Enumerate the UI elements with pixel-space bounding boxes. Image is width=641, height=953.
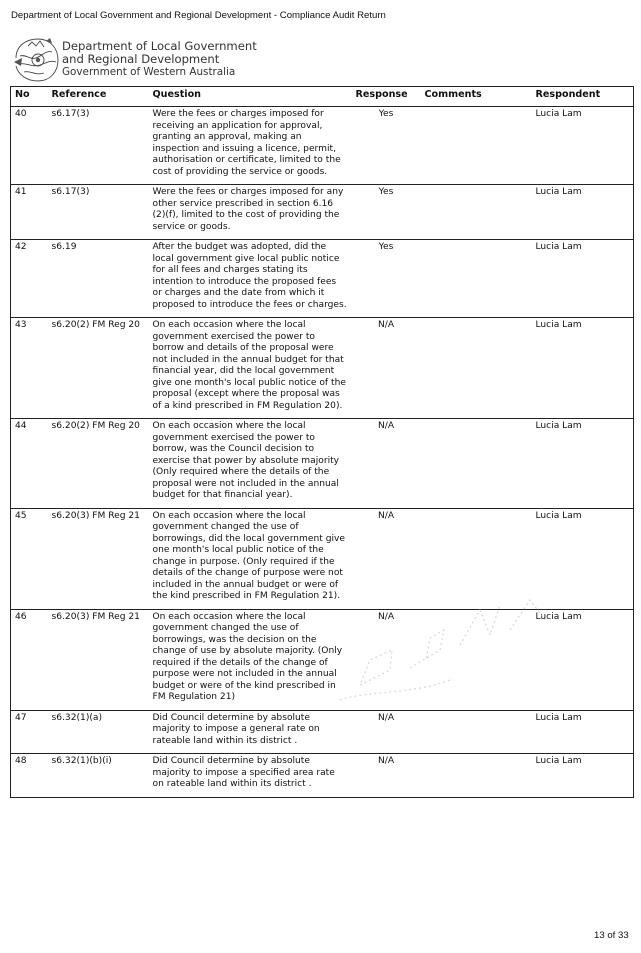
- row-question: Were the fees or charges imposed for any other service prescribed in section 6.16 (2)(f), limited to the cost of providing the service or goods.: [149, 185, 352, 240]
- row-reference: s6.32(1)(b)(i): [48, 754, 149, 798]
- row-number: 45: [11, 508, 48, 609]
- column-header-reference: Reference: [48, 87, 149, 107]
- column-header-no: No: [11, 87, 48, 107]
- row-respondent: Lucia Lam: [532, 240, 634, 318]
- row-response: Yes: [352, 240, 421, 318]
- row-reference: s6.20(3) FM Reg 21: [48, 508, 149, 609]
- row-reference: s6.19: [48, 240, 149, 318]
- row-number: 41: [11, 185, 48, 240]
- row-question: Did Council determine by absolute majority to impose a general rate on rateable land within its district .: [149, 710, 352, 754]
- row-comments: [421, 240, 532, 318]
- table-row: [11, 710, 634, 754]
- table-row: [11, 609, 634, 710]
- row-reference: s6.17(3): [48, 185, 149, 240]
- row-comments: [421, 318, 532, 419]
- column-header-comments: Comments: [421, 87, 532, 107]
- row-reference: s6.17(3): [48, 107, 149, 185]
- row-respondent: Lucia Lam: [532, 185, 634, 240]
- row-question: After the budget was adopted, did the local government give local public notice for all fees and charges stating its intention to introduce the proposed fees or charges and the date from which it proposed to introduce the fees or charges.: [149, 240, 352, 318]
- row-response: N/A: [352, 754, 421, 798]
- row-reference: s6.20(3) FM Reg 21: [48, 609, 149, 710]
- row-respondent: Lucia Lam: [532, 508, 634, 609]
- row-response: N/A: [352, 609, 421, 710]
- row-response: N/A: [352, 318, 421, 419]
- page-number: 13 of 33: [594, 930, 629, 941]
- document-header-title: Department of Local Government and Regional Development - Compliance Audit Return: [11, 10, 386, 21]
- table-row: [11, 185, 634, 240]
- row-comments: [421, 419, 532, 509]
- table-row: [11, 508, 634, 609]
- table-row: [11, 240, 634, 318]
- row-reference: s6.32(1)(a): [48, 710, 149, 754]
- row-number: 43: [11, 318, 48, 419]
- compliance-audit-table: [10, 86, 634, 798]
- row-comments: [421, 710, 532, 754]
- row-respondent: Lucia Lam: [532, 419, 634, 509]
- row-question: On each occasion where the local government exercised the power to borrow, was the Council decision to exercise that power by absolute majority (Only required where the details of the proposal were not included in the annual budget for that financial year).: [149, 419, 352, 509]
- row-comments: [421, 107, 532, 185]
- row-number: 46: [11, 609, 48, 710]
- row-reference: s6.20(2) FM Reg 20: [48, 318, 149, 419]
- table-header-row: [11, 87, 634, 107]
- row-response: N/A: [352, 710, 421, 754]
- row-reference: s6.20(2) FM Reg 20: [48, 419, 149, 509]
- row-question: On each occasion where the local government changed the use of borrowings, did the local government give one month's local public notice of the change in purpose. (Only required if the details of the change of purpose were not included in the annual budget or were of the kind prescribed in FM Regulation 21).: [149, 508, 352, 609]
- department-name-line1: Department of Local Government: [62, 39, 257, 53]
- row-response: Yes: [352, 185, 421, 240]
- row-number: 48: [11, 754, 48, 798]
- row-respondent: Lucia Lam: [532, 318, 634, 419]
- row-response: Yes: [352, 107, 421, 185]
- table-row: [11, 318, 634, 419]
- row-number: 40: [11, 107, 48, 185]
- row-respondent: Lucia Lam: [532, 107, 634, 185]
- department-logo: [12, 36, 312, 84]
- table-row: [11, 107, 634, 185]
- row-comments: [421, 185, 532, 240]
- row-comments: [421, 508, 532, 609]
- row-question: On each occasion where the local government changed the use of borrowings, was the decision on the change of use by absolute majority. (Only required if the details of the change of purpose were not included in the annual budget or were of the kind prescribed in FM Regulation 21): [149, 609, 352, 710]
- row-comments: [421, 754, 532, 798]
- column-header-response: Response: [352, 87, 421, 107]
- row-number: 42: [11, 240, 48, 318]
- column-header-respondent: Respondent: [532, 87, 634, 107]
- row-comments: [421, 609, 532, 710]
- table-row: [11, 419, 634, 509]
- row-number: 44: [11, 419, 48, 509]
- row-respondent: Lucia Lam: [532, 710, 634, 754]
- table-row: [11, 754, 634, 798]
- row-response: N/A: [352, 419, 421, 509]
- wa-crest-icon: [12, 36, 62, 84]
- row-question: Were the fees or charges imposed for receiving an application for approval, granting an approval, making an inspection and issuing a licence, permit, authorisation or certificate, limited to the cost of providing the service or goods.: [149, 107, 352, 185]
- row-question: On each occasion where the local government exercised the power to borrow and details of the proposal were not included in the annual budget for that financial year, did the local government give one month's local public notice of the proposal (except where the proposal was of a kind prescribed in FM Regulation 20).: [149, 318, 352, 419]
- government-name: Government of Western Australia: [62, 66, 236, 78]
- department-name-line2: and Regional Development: [62, 52, 220, 66]
- row-respondent: Lucia Lam: [532, 609, 634, 710]
- row-question: Did Council determine by absolute majority to impose a specified area rate on rateable land within its district .: [149, 754, 352, 798]
- row-number: 47: [11, 710, 48, 754]
- row-respondent: Lucia Lam: [532, 754, 634, 798]
- row-response: N/A: [352, 508, 421, 609]
- column-header-question: Question: [149, 87, 352, 107]
